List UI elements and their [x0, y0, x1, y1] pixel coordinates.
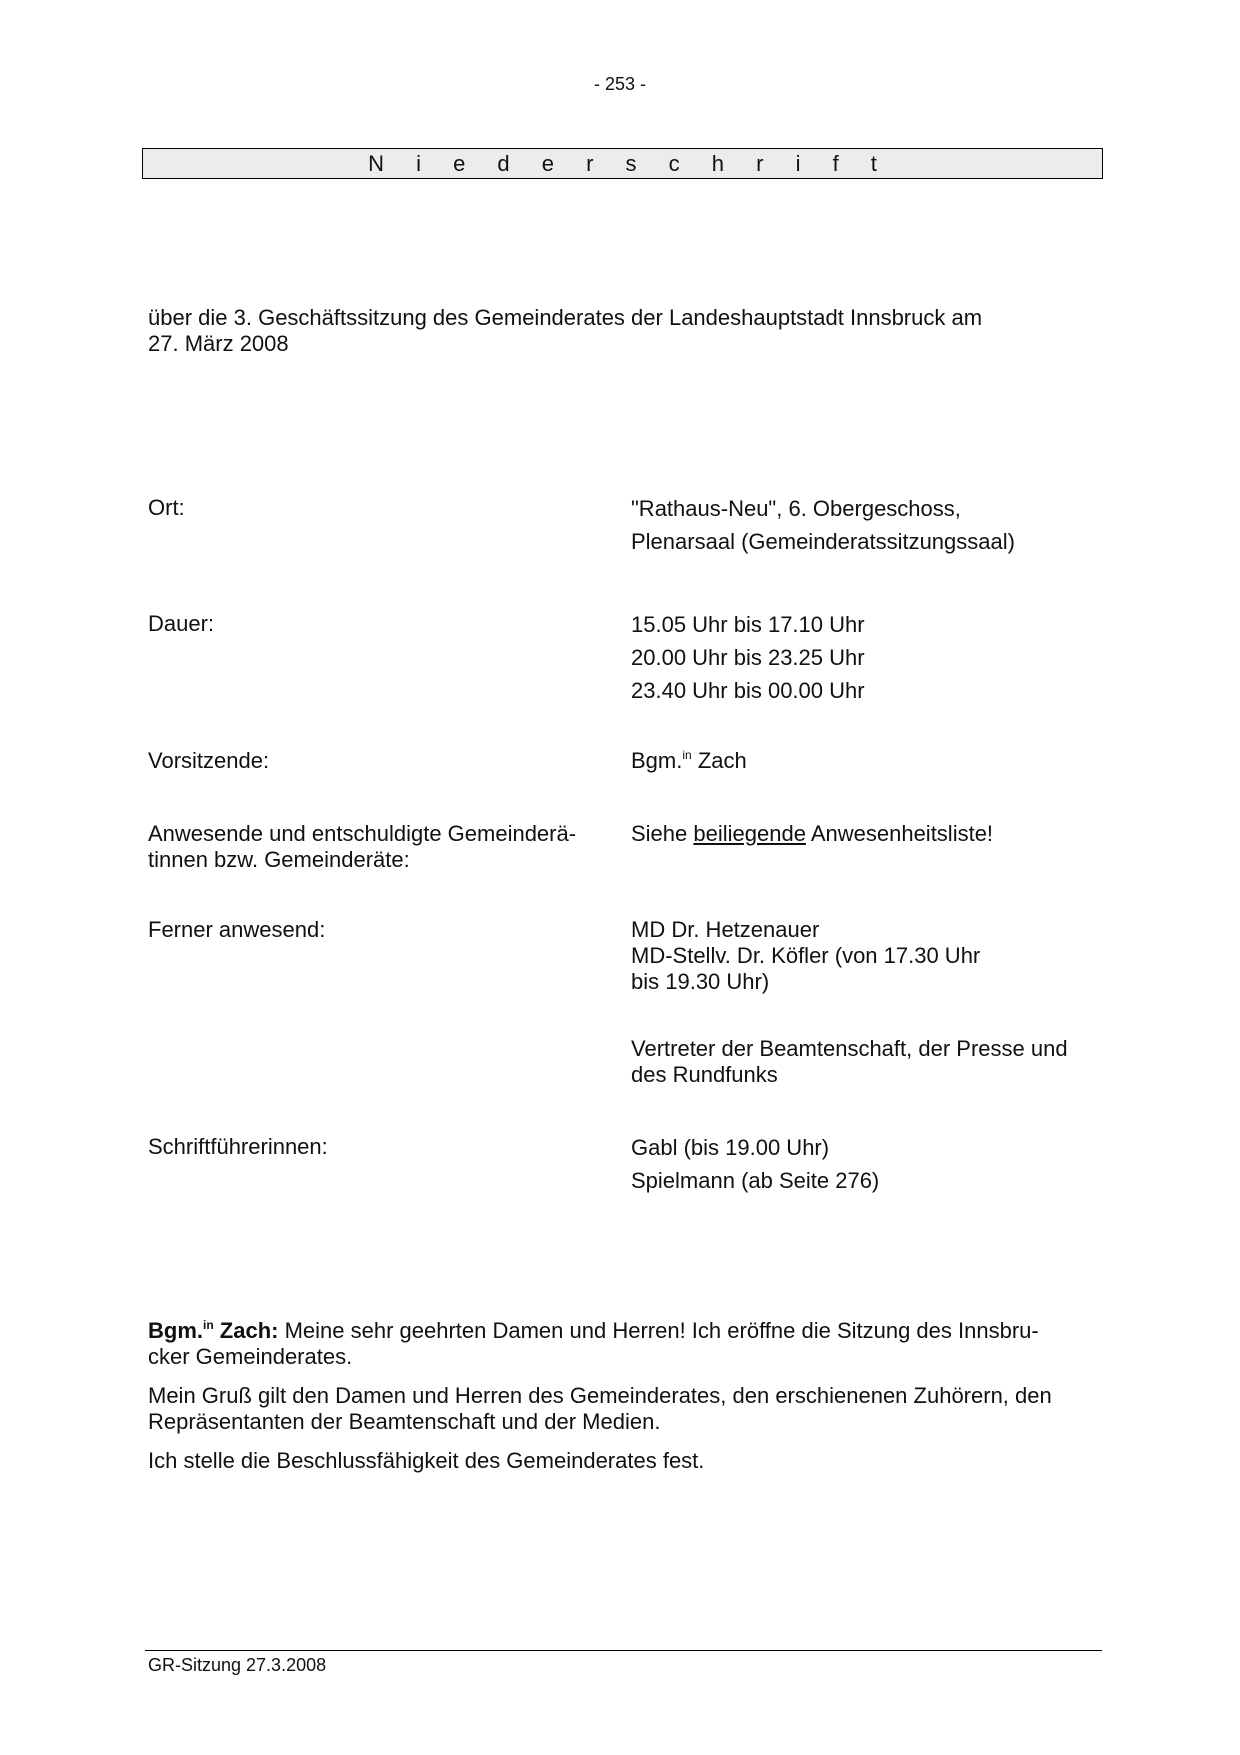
speaker-name: Zach:: [213, 1318, 279, 1343]
ferner-line-1: MD Dr. Hetzenauer: [631, 917, 820, 942]
vorsitzende-value: [631, 748, 1111, 774]
anwesende-value-pre: Siehe: [631, 821, 694, 846]
ferner-value: [631, 917, 1111, 995]
document-title: [142, 148, 1103, 179]
ferner-extra-line-2: des Rundfunks: [631, 1062, 778, 1087]
document-title-text: N i e d e r s c h r i f t: [368, 150, 890, 176]
ort-value: [631, 495, 1111, 558]
dauer-value: [631, 611, 1111, 707]
speech-p1-text: Meine sehr geehrten Damen und Herren! Ich eröffne die Sitzung des Innsbru-: [278, 1318, 1039, 1343]
speaker-label: [148, 1318, 278, 1343]
speech-p1-line-1: [148, 1318, 1108, 1344]
anwesende-label-line-2: tinnen bzw. Gemeinderäte:: [148, 847, 410, 872]
ort-line-2: Plenarsaal (Gemeinderatssitzungssaal): [631, 529, 1015, 554]
ferner-extra-line-1: Vertreter der Beamtenschaft, der Presse und: [631, 1036, 1068, 1061]
speech-p2-line-1: Mein Gruß gilt den Damen und Herren des Gemeinderates, den erschienenen Zuhörern, den: [148, 1383, 1052, 1408]
dauer-line-1: 15.05 Uhr bis 17.10 Uhr: [631, 612, 865, 637]
speech-paragraph-2: [148, 1383, 1108, 1435]
speech-paragraph-1: [148, 1318, 1108, 1370]
anwesende-label-line-1: Anwesende und entschuldigte Gemeinderä-: [148, 821, 577, 846]
intro-line-2: 27. März 2008: [148, 331, 289, 356]
schriftfuehrer-label: Schriftführerinnen:: [148, 1134, 328, 1159]
speech-p1-line-2: cker Gemeinderates.: [148, 1344, 353, 1369]
dauer-label: Dauer:: [148, 611, 215, 636]
ferner-label: Ferner anwesend:: [148, 917, 326, 942]
schriftfuehrer-line-2: Spielmann (ab Seite 276): [631, 1168, 880, 1193]
intro-line-1: über die 3. Geschäftssitzung des Gemeinderates der Landeshauptstadt Innsbruck am: [148, 305, 983, 330]
anwesende-value-post: Anwesenheitsliste!: [805, 821, 994, 846]
vorsitzende-title-sup: in: [682, 748, 692, 762]
anwesende-label: [148, 821, 618, 873]
schriftfuehrer-line-1: Gabl (bis 19.00 Uhr): [631, 1135, 830, 1160]
ferner-line-2: MD-Stellv. Dr. Köfler (von 17.30 Uhr: [631, 943, 981, 968]
footer-rule: [145, 1650, 1102, 1651]
ferner-line-3: bis 19.30 Uhr): [631, 969, 770, 994]
footer-text: GR-Sitzung 27.3.2008: [148, 1655, 327, 1675]
vorsitzende-title: Bgm.: [631, 748, 683, 773]
anwesende-value: [631, 821, 1111, 847]
vorsitzende-label: Vorsitzende:: [148, 748, 270, 773]
vorsitzende-name: Zach: [691, 748, 747, 773]
intro-paragraph: [148, 305, 1108, 357]
speaker-title-sup: in: [203, 1318, 214, 1332]
ort-line-1: "Rathaus-Neu", 6. Obergeschoss,: [631, 496, 961, 521]
speaker-title: Bgm.: [148, 1318, 203, 1343]
ort-label: Ort:: [148, 495, 185, 520]
dauer-line-2: 20.00 Uhr bis 23.25 Uhr: [631, 645, 865, 670]
speech-paragraph-3: Ich stelle die Beschlussfähigkeit des Gemeinderates fest.: [148, 1448, 705, 1473]
ferner-extra-value: [631, 1036, 1111, 1088]
speech-p2-line-2: Repräsentanten der Beamtenschaft und der Medien.: [148, 1409, 661, 1434]
page-number: - 253 -: [593, 74, 647, 94]
dauer-line-3: 23.40 Uhr bis 00.00 Uhr: [631, 678, 865, 703]
anwesende-value-underlined: beiliegende: [693, 821, 806, 846]
schriftfuehrer-value: [631, 1134, 1111, 1197]
